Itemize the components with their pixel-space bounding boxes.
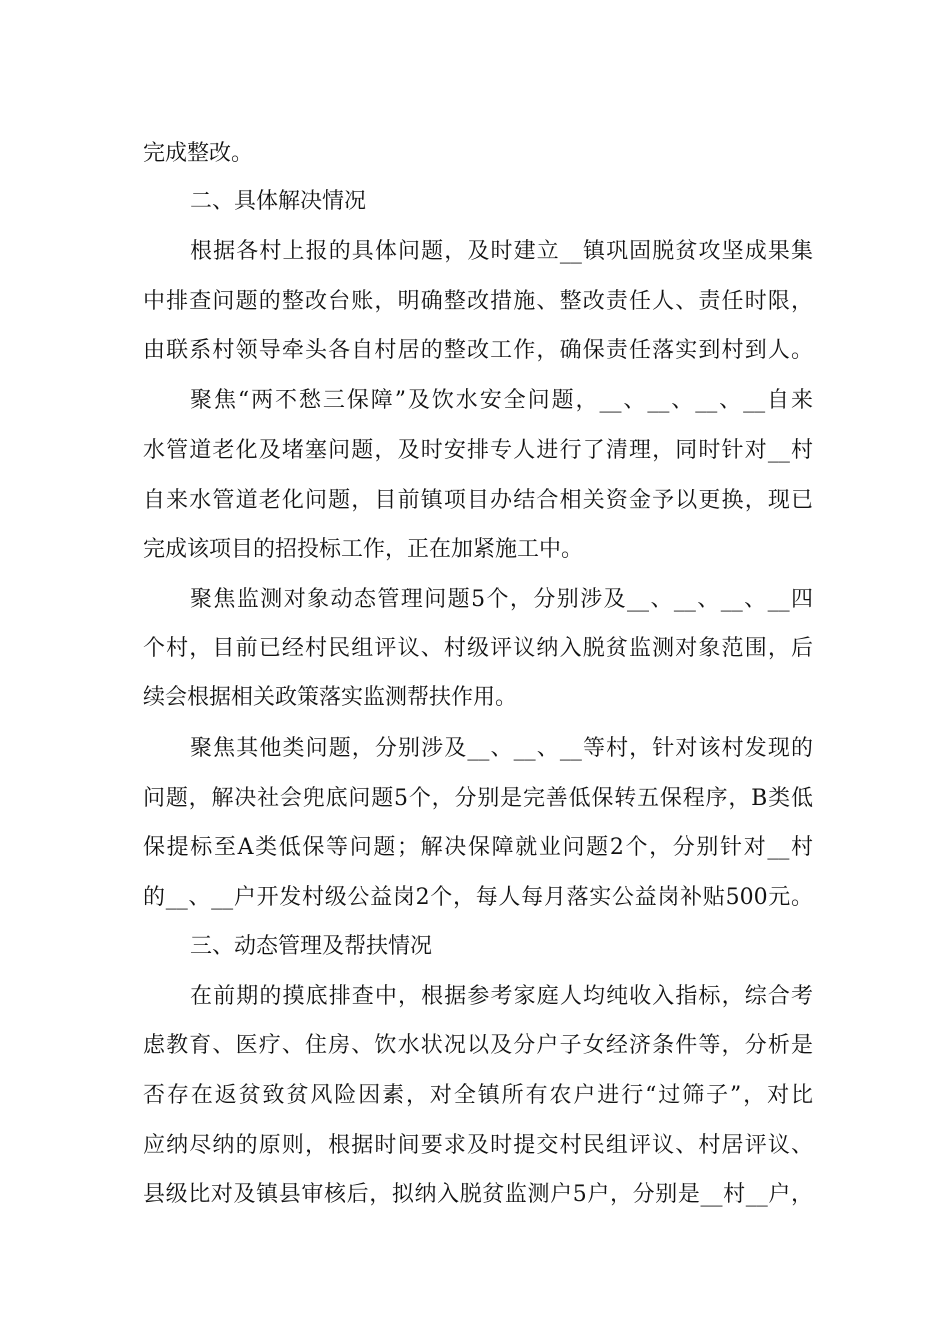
paragraph-line: 县级比对及镇县审核后，拟纳入脱贫监测户5户，分别是__村__户， (143, 1182, 813, 1207)
section-heading: 三、动态管理及帮扶情况 (190, 934, 433, 959)
paragraph-line: 续会根据相关政策落实监测帮扶作用。 (143, 685, 518, 710)
paragraph-line: 在前期的摸底排查中，根据参考家庭人均纯收入指标，综合考 (190, 984, 813, 1009)
paragraph-line: 个村，目前已经村民组评议、村级评议纳入脱贫监测对象范围，后 (143, 636, 813, 661)
paragraph-line: 聚焦其他类问题，分别涉及__、__、__等村，针对该村发现的 (190, 736, 813, 761)
section-heading: 二、具体解决情况 (190, 189, 367, 214)
paragraph-line: 中排查问题的整改台账，明确整改措施、整改责任人、责任时限， (143, 289, 813, 314)
paragraph-line: 完成该项目的招投标工作，正在加紧施工中。 (143, 537, 584, 562)
paragraph-line: 虑教育、医疗、住房、饮水状况以及分户子女经济条件等，分析是 (143, 1033, 813, 1058)
paragraph-line: 自来水管道老化问题，目前镇项目办结合相关资金予以更换，现已 (143, 488, 813, 513)
paragraph-line: 的__、__户开发村级公益岗2个，每人每月落实公益岗补贴500元。 (143, 885, 813, 910)
paragraph-line: 应纳尽纳的原则，根据时间要求及时提交村民组评议、村居评议、 (143, 1133, 813, 1158)
paragraph-line: 问题，解决社会兜底问题5个，分别是完善低保转五保程序，B类低 (143, 786, 813, 811)
paragraph-line: 聚焦监测对象动态管理问题5个，分别涉及__、__、__、__四 (190, 587, 813, 612)
paragraph-line: 根据各村上报的具体问题，及时建立__镇巩固脱贫攻坚成果集 (190, 239, 813, 264)
paragraph-line: 完成整改。 (143, 141, 254, 166)
paragraph-line: 聚焦“两不愁三保障”及饮水安全问题，__、__、__、__自来 (190, 388, 813, 413)
paragraph-line: 保提标至A类低保等问题；解决保障就业问题2个，分别针对__村 (143, 835, 813, 860)
paragraph-line: 由联系村领导牵头各自村居的整改工作，确保责任落实到村到人。 (143, 338, 813, 363)
paragraph-line: 水管道老化及堵塞问题，及时安排专人进行了清理，同时针对__村 (143, 438, 813, 463)
paragraph-line: 否存在返贫致贫风险因素，对全镇所有农户进行“过筛子”，对比 (143, 1083, 813, 1108)
